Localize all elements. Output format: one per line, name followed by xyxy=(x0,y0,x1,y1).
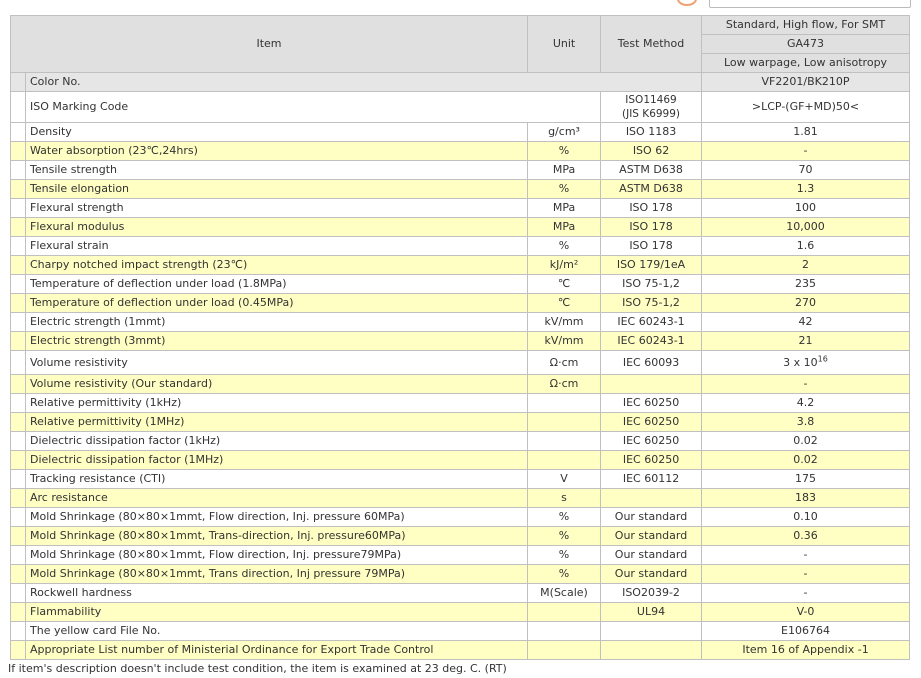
header-grade-feature: Low warpage, Low anisotropy xyxy=(702,54,910,73)
row-unit xyxy=(528,394,601,413)
row-method: UL94 xyxy=(601,603,702,622)
row-value: 2 xyxy=(702,256,910,275)
row-label: Rockwell hardness xyxy=(26,584,528,603)
table-row xyxy=(11,489,910,508)
table-row xyxy=(11,256,910,275)
row-value: 70 xyxy=(702,161,910,180)
row-unit: MPa xyxy=(528,218,601,237)
row-unit: % xyxy=(528,237,601,256)
row-label: Mold Shrinkage (80×80×1mmt, Trans-direction, Inj. pressure60MPa) xyxy=(26,527,528,546)
row-value: 235 xyxy=(702,275,910,294)
row-value: E106764 xyxy=(702,622,910,641)
row-method: IEC 60250 xyxy=(601,394,702,413)
table-row xyxy=(11,332,910,351)
row-marker xyxy=(11,73,26,92)
row-marker xyxy=(11,470,26,489)
row-value: 1.81 xyxy=(702,123,910,142)
row-value: Item 16 of Appendix -1 xyxy=(702,641,910,660)
row-marker xyxy=(11,332,26,351)
row-label: Flexural modulus xyxy=(26,218,528,237)
row-method xyxy=(601,375,702,394)
row-method: Our standard xyxy=(601,546,702,565)
row-method: ASTM D638 xyxy=(601,180,702,199)
row-value: - xyxy=(702,565,910,584)
table-row xyxy=(11,641,910,660)
row-marker xyxy=(11,180,26,199)
row-unit: g/cm³ xyxy=(528,123,601,142)
row-marker xyxy=(11,199,26,218)
row-value: 21 xyxy=(702,332,910,351)
table-row xyxy=(11,413,910,432)
row-method xyxy=(601,641,702,660)
row-value: 183 xyxy=(702,489,910,508)
table-row xyxy=(11,180,910,199)
row-value: - xyxy=(702,546,910,565)
row-label: Density xyxy=(26,123,528,142)
table-row xyxy=(11,603,910,622)
row-label: Temperature of deflection under load (1.8MPa) xyxy=(26,275,528,294)
row-marker xyxy=(11,622,26,641)
table-row xyxy=(11,584,910,603)
row-marker xyxy=(11,294,26,313)
row-marker xyxy=(11,603,26,622)
row-marker xyxy=(11,584,26,603)
header-grade: GA473 xyxy=(702,35,910,54)
row-method xyxy=(601,622,702,641)
row-unit: % xyxy=(528,565,601,584)
row-method: ISO 178 xyxy=(601,237,702,256)
row-unit xyxy=(528,622,601,641)
row-label: Mold Shrinkage (80×80×1mmt, Flow direction, Inj. pressure 60MPa) xyxy=(26,508,528,527)
row-value: 0.10 xyxy=(702,508,910,527)
row-unit: % xyxy=(528,180,601,199)
circle-icon[interactable] xyxy=(677,0,697,6)
row-method: Our standard xyxy=(601,565,702,584)
row-label: Flammability xyxy=(26,603,528,622)
table-row xyxy=(11,470,910,489)
table-row xyxy=(11,622,910,641)
row-value: 42 xyxy=(702,313,910,332)
row-method: Our standard xyxy=(601,508,702,527)
table-row xyxy=(11,527,910,546)
row-unit: % xyxy=(528,508,601,527)
row-value xyxy=(702,351,910,375)
row-value: - xyxy=(702,584,910,603)
row-method: ISO2039-2 xyxy=(601,584,702,603)
value-base: 3 x 10 xyxy=(783,355,818,369)
row-method: ISO 75-1,2 xyxy=(601,294,702,313)
row-unit: % xyxy=(528,142,601,161)
row-unit xyxy=(528,432,601,451)
row-marker xyxy=(11,123,26,142)
row-marker xyxy=(11,256,26,275)
header-test-method: Test Method xyxy=(601,16,702,73)
row-method: ISO 62 xyxy=(601,142,702,161)
row-method: ISO 75-1,2 xyxy=(601,275,702,294)
row-method: IEC 60112 xyxy=(601,470,702,489)
table-row xyxy=(11,294,910,313)
top-toolbar-fragment xyxy=(0,0,921,14)
row-unit: ℃ xyxy=(528,294,601,313)
table-row xyxy=(11,394,910,413)
row-method: IEC 60093 xyxy=(601,351,702,375)
row-marker xyxy=(11,142,26,161)
row-unit: % xyxy=(528,527,601,546)
row-label: Tensile elongation xyxy=(26,180,528,199)
table-row xyxy=(11,546,910,565)
row-marker xyxy=(11,237,26,256)
row-method: ISO 179/1eA xyxy=(601,256,702,275)
row-marker xyxy=(11,489,26,508)
row-label: Electric strength (1mmt) xyxy=(26,313,528,332)
row-marker xyxy=(11,508,26,527)
row-method: ISO 178 xyxy=(601,199,702,218)
row-label: ISO Marking Code xyxy=(26,92,601,123)
row-marker xyxy=(11,92,26,123)
method-line: (JIS K6999) xyxy=(622,108,681,120)
header-unit: Unit xyxy=(528,16,601,73)
row-unit: MPa xyxy=(528,199,601,218)
row-value: 10,000 xyxy=(702,218,910,237)
row-label: Volume resistivity xyxy=(26,351,528,375)
value-exponent: 16 xyxy=(817,353,828,363)
row-value: >LCP-(GF+MD)50< xyxy=(702,92,910,123)
table-row xyxy=(11,275,910,294)
row-value: 0.02 xyxy=(702,432,910,451)
row-marker xyxy=(11,565,26,584)
row-label: Volume resistivity (Our standard) xyxy=(26,375,528,394)
row-label: Tracking resistance (CTI) xyxy=(26,470,528,489)
row-method: IEC 60250 xyxy=(601,413,702,432)
table-row xyxy=(11,92,910,123)
table-row xyxy=(11,432,910,451)
row-unit: M(Scale) xyxy=(528,584,601,603)
row-label: Relative permittivity (1kHz) xyxy=(26,394,528,413)
row-method: IEC 60243-1 xyxy=(601,332,702,351)
row-label: Dielectric dissipation factor (1kHz) xyxy=(26,432,528,451)
row-label: Arc resistance xyxy=(26,489,528,508)
row-value: - xyxy=(702,375,910,394)
row-value: VF2201/BK210P xyxy=(702,73,910,92)
header-item: Item xyxy=(11,16,528,73)
row-value: 4.2 xyxy=(702,394,910,413)
row-label: Charpy notched impact strength (23℃) xyxy=(26,256,528,275)
row-label: Flexural strain xyxy=(26,237,528,256)
spec-table xyxy=(10,15,910,660)
row-marker xyxy=(11,641,26,660)
row-unit: Ω·cm xyxy=(528,375,601,394)
row-marker xyxy=(11,375,26,394)
table-row xyxy=(11,123,910,142)
row-label: Relative permittivity (1MHz) xyxy=(26,413,528,432)
table-row xyxy=(11,451,910,470)
row-marker xyxy=(11,451,26,470)
table-row xyxy=(11,218,910,237)
row-marker xyxy=(11,394,26,413)
table-row xyxy=(11,73,910,92)
row-value: 1.6 xyxy=(702,237,910,256)
row-unit xyxy=(528,641,601,660)
header-grade-description: Standard, High flow, For SMT xyxy=(702,16,910,35)
row-marker xyxy=(11,527,26,546)
row-label: Electric strength (3mmt) xyxy=(26,332,528,351)
row-unit: kJ/m² xyxy=(528,256,601,275)
row-method: IEC 60250 xyxy=(601,432,702,451)
row-value: 0.36 xyxy=(702,527,910,546)
row-value: - xyxy=(702,142,910,161)
row-method: IEC 60243-1 xyxy=(601,313,702,332)
row-value: 3.8 xyxy=(702,413,910,432)
row-marker xyxy=(11,351,26,375)
row-unit xyxy=(528,413,601,432)
row-method xyxy=(601,92,702,123)
row-label: The yellow card File No. xyxy=(26,622,528,641)
row-unit: ℃ xyxy=(528,275,601,294)
row-marker xyxy=(11,218,26,237)
table-row xyxy=(11,351,910,375)
table-row xyxy=(11,161,910,180)
row-label: Flexural strength xyxy=(26,199,528,218)
row-marker xyxy=(11,432,26,451)
row-label: Tensile strength xyxy=(26,161,528,180)
search-input[interactable] xyxy=(709,0,911,8)
row-label: Appropriate List number of Ministerial Ordinance for Export Trade Control xyxy=(26,641,528,660)
method-line: ISO11469 xyxy=(625,94,677,106)
row-unit: s xyxy=(528,489,601,508)
row-method xyxy=(601,489,702,508)
row-marker xyxy=(11,546,26,565)
row-unit: kV/mm xyxy=(528,313,601,332)
footnote: If item's description doesn't include test condition, the item is examined at 23 deg. C. (RT) xyxy=(8,662,507,675)
row-value: 175 xyxy=(702,470,910,489)
row-marker xyxy=(11,413,26,432)
row-marker xyxy=(11,313,26,332)
row-method: IEC 60250 xyxy=(601,451,702,470)
table-row xyxy=(11,142,910,161)
row-method: Our standard xyxy=(601,527,702,546)
table-row xyxy=(11,313,910,332)
row-value: 100 xyxy=(702,199,910,218)
row-label: Mold Shrinkage (80×80×1mmt, Trans direction, Inj pressure 79MPa) xyxy=(26,565,528,584)
row-label: Dielectric dissipation factor (1MHz) xyxy=(26,451,528,470)
table-row xyxy=(11,565,910,584)
row-label: Color No. xyxy=(26,73,702,92)
row-value: V-0 xyxy=(702,603,910,622)
row-method: ASTM D638 xyxy=(601,161,702,180)
row-value: 270 xyxy=(702,294,910,313)
row-unit xyxy=(528,603,601,622)
table-row xyxy=(11,508,910,527)
row-unit: MPa xyxy=(528,161,601,180)
row-unit: V xyxy=(528,470,601,489)
row-method: ISO 178 xyxy=(601,218,702,237)
row-unit: % xyxy=(528,546,601,565)
table-row xyxy=(11,375,910,394)
row-label: Mold Shrinkage (80×80×1mmt, Flow direction, Inj. pressure79MPa) xyxy=(26,546,528,565)
row-marker xyxy=(11,275,26,294)
row-marker xyxy=(11,161,26,180)
row-label: Temperature of deflection under load (0.45MPa) xyxy=(26,294,528,313)
table-row xyxy=(11,237,910,256)
row-unit: kV/mm xyxy=(528,332,601,351)
row-unit: Ω·cm xyxy=(528,351,601,375)
row-method: ISO 1183 xyxy=(601,123,702,142)
row-unit xyxy=(528,451,601,470)
row-label: Water absorption (23℃,24hrs) xyxy=(26,142,528,161)
row-value: 1.3 xyxy=(702,180,910,199)
row-value: 0.02 xyxy=(702,451,910,470)
table-row xyxy=(11,199,910,218)
